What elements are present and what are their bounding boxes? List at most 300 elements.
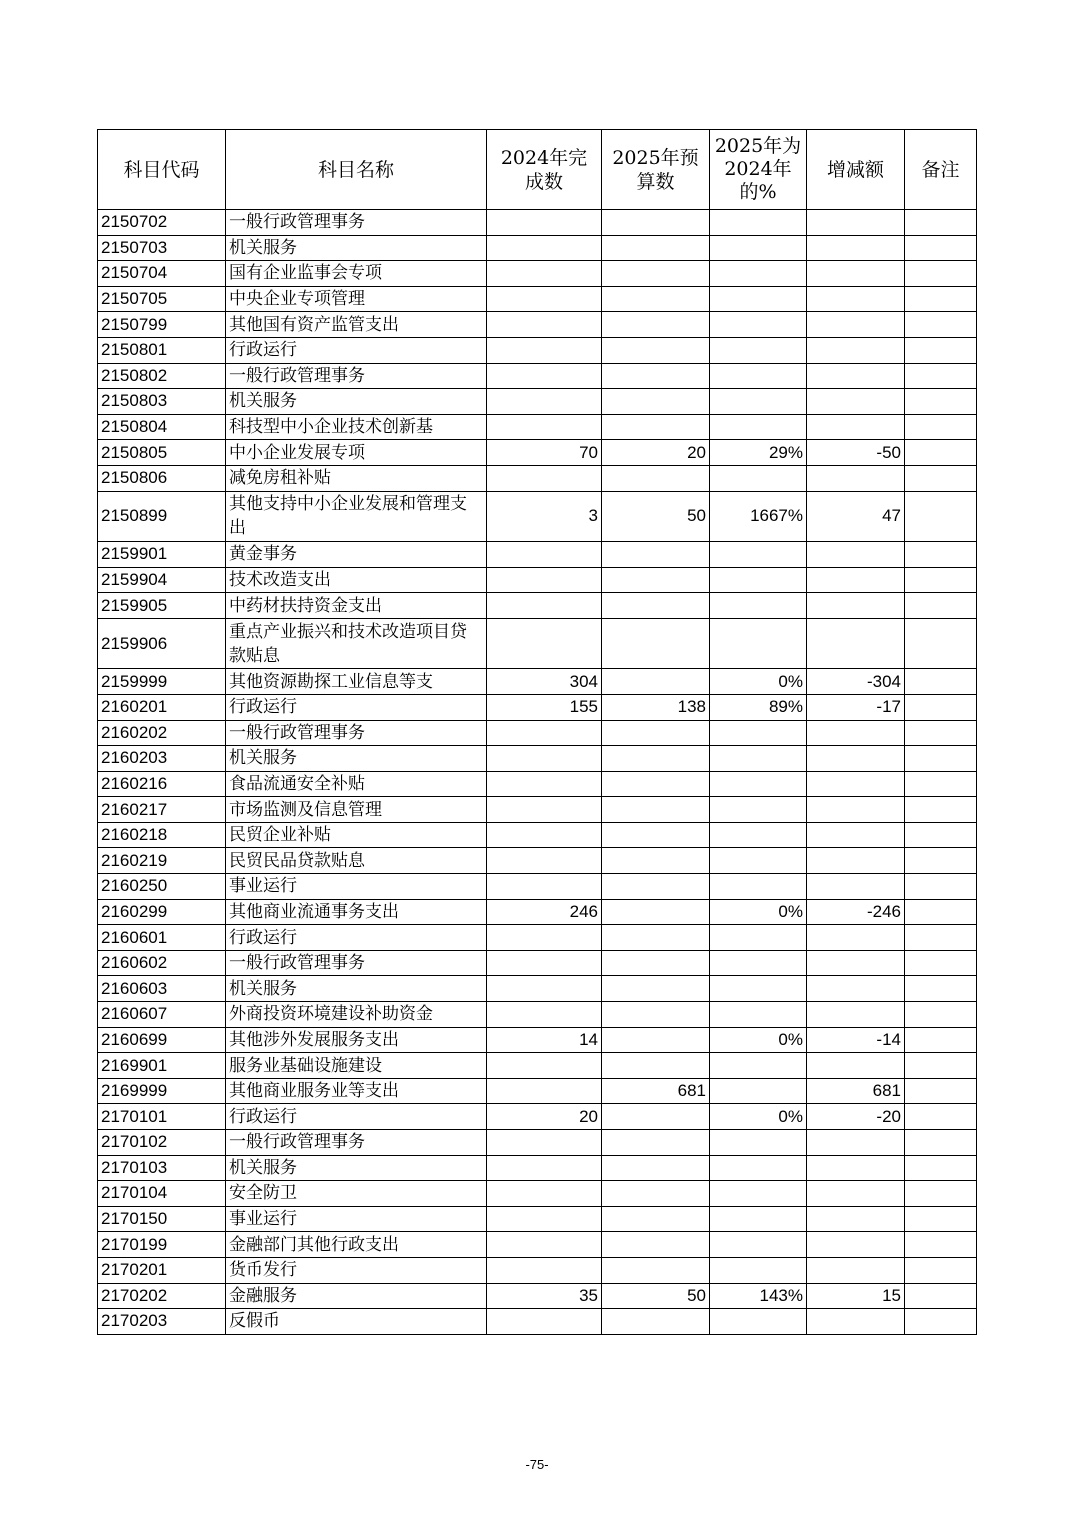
table-row xyxy=(98,925,977,951)
cell-name: 食品流通安全补贴 xyxy=(226,771,487,797)
cell-ratio xyxy=(710,1155,807,1181)
cell-completed-2024 xyxy=(487,1053,602,1079)
cell-completed-2024 xyxy=(487,567,602,593)
header-change: 增减额 xyxy=(807,130,905,210)
cell-code: 2160201 xyxy=(98,694,226,720)
cell-name: 一般行政管理事务 xyxy=(226,1130,487,1156)
cell-ratio xyxy=(710,720,807,746)
header-budget-2025: 2025年预算数 xyxy=(602,130,710,210)
cell-name: 一般行政管理事务 xyxy=(226,363,487,389)
table-row xyxy=(98,1309,977,1335)
cell-remark xyxy=(905,669,977,695)
cell-code: 2170203 xyxy=(98,1309,226,1335)
cell-code: 2160219 xyxy=(98,848,226,874)
cell-name: 机关服务 xyxy=(226,746,487,772)
table-row xyxy=(98,1206,977,1232)
cell-ratio: 1667% xyxy=(710,491,807,542)
cell-remark xyxy=(905,593,977,619)
budget-table xyxy=(97,129,977,1335)
cell-remark xyxy=(905,822,977,848)
cell-name: 外商投资环境建设补助资金 xyxy=(226,1002,487,1028)
cell-code: 2150899 xyxy=(98,491,226,542)
cell-budget-2025 xyxy=(602,1232,710,1258)
cell-budget-2025 xyxy=(602,567,710,593)
cell-remark xyxy=(905,363,977,389)
table-row xyxy=(98,618,977,669)
cell-change xyxy=(807,542,905,568)
cell-name: 中央企业专项管理 xyxy=(226,286,487,312)
cell-name: 市场监测及信息管理 xyxy=(226,797,487,823)
cell-ratio xyxy=(710,337,807,363)
cell-name: 服务业基础设施建设 xyxy=(226,1053,487,1079)
cell-completed-2024 xyxy=(487,363,602,389)
cell-ratio: 89% xyxy=(710,694,807,720)
cell-completed-2024 xyxy=(487,1078,602,1104)
cell-name: 民贸企业补贴 xyxy=(226,822,487,848)
cell-remark xyxy=(905,491,977,542)
cell-remark xyxy=(905,235,977,261)
cell-budget-2025 xyxy=(602,669,710,695)
cell-ratio xyxy=(710,542,807,568)
cell-code: 2160202 xyxy=(98,720,226,746)
cell-change xyxy=(807,1257,905,1283)
cell-completed-2024 xyxy=(487,1206,602,1232)
cell-ratio xyxy=(710,210,807,236)
cell-budget-2025 xyxy=(602,822,710,848)
cell-budget-2025 xyxy=(602,618,710,669)
cell-completed-2024 xyxy=(487,1181,602,1207)
cell-remark xyxy=(905,720,977,746)
cell-ratio xyxy=(710,1309,807,1335)
cell-ratio xyxy=(710,389,807,415)
cell-completed-2024: 35 xyxy=(487,1283,602,1309)
cell-completed-2024: 20 xyxy=(487,1104,602,1130)
cell-code: 2170102 xyxy=(98,1130,226,1156)
table-row xyxy=(98,694,977,720)
cell-remark xyxy=(905,1078,977,1104)
cell-ratio xyxy=(710,235,807,261)
cell-code: 2160699 xyxy=(98,1027,226,1053)
table-row xyxy=(98,1053,977,1079)
table-body xyxy=(98,210,977,1335)
cell-completed-2024 xyxy=(487,210,602,236)
header-code: 科目代码 xyxy=(98,130,226,210)
cell-completed-2024 xyxy=(487,389,602,415)
table-row xyxy=(98,874,977,900)
cell-ratio xyxy=(710,874,807,900)
cell-change xyxy=(807,1130,905,1156)
cell-budget-2025 xyxy=(602,1053,710,1079)
cell-completed-2024 xyxy=(487,286,602,312)
cell-change xyxy=(807,848,905,874)
cell-name: 机关服务 xyxy=(226,1155,487,1181)
cell-code: 2150803 xyxy=(98,389,226,415)
cell-code: 2150705 xyxy=(98,286,226,312)
cell-budget-2025 xyxy=(602,1002,710,1028)
cell-change xyxy=(807,874,905,900)
cell-remark xyxy=(905,440,977,466)
header-name: 科目名称 xyxy=(226,130,487,210)
cell-code: 2170199 xyxy=(98,1232,226,1258)
cell-budget-2025 xyxy=(602,899,710,925)
cell-change: 681 xyxy=(807,1078,905,1104)
table-row xyxy=(98,976,977,1002)
table-row xyxy=(98,261,977,287)
cell-remark xyxy=(905,1104,977,1130)
cell-remark xyxy=(905,925,977,951)
cell-completed-2024 xyxy=(487,414,602,440)
cell-name: 黄金事务 xyxy=(226,542,487,568)
cell-budget-2025 xyxy=(602,1309,710,1335)
cell-ratio xyxy=(710,363,807,389)
cell-code: 2170103 xyxy=(98,1155,226,1181)
cell-completed-2024: 70 xyxy=(487,440,602,466)
table-row xyxy=(98,899,977,925)
cell-completed-2024 xyxy=(487,848,602,874)
cell-remark xyxy=(905,797,977,823)
table-row xyxy=(98,771,977,797)
cell-ratio xyxy=(710,593,807,619)
cell-ratio xyxy=(710,1130,807,1156)
cell-remark xyxy=(905,1155,977,1181)
cell-ratio xyxy=(710,414,807,440)
cell-change xyxy=(807,593,905,619)
cell-remark xyxy=(905,542,977,568)
cell-budget-2025 xyxy=(602,542,710,568)
cell-name: 一般行政管理事务 xyxy=(226,210,487,236)
cell-remark xyxy=(905,1027,977,1053)
cell-completed-2024 xyxy=(487,593,602,619)
cell-code: 2159999 xyxy=(98,669,226,695)
cell-completed-2024: 155 xyxy=(487,694,602,720)
table-row xyxy=(98,669,977,695)
cell-remark xyxy=(905,771,977,797)
cell-remark xyxy=(905,1206,977,1232)
cell-ratio xyxy=(710,618,807,669)
cell-name: 技术改造支出 xyxy=(226,567,487,593)
cell-name: 机关服务 xyxy=(226,389,487,415)
cell-remark xyxy=(905,465,977,491)
cell-change xyxy=(807,389,905,415)
cell-completed-2024 xyxy=(487,746,602,772)
cell-budget-2025: 138 xyxy=(602,694,710,720)
table-row xyxy=(98,1257,977,1283)
cell-code: 2160602 xyxy=(98,950,226,976)
cell-code: 2150703 xyxy=(98,235,226,261)
cell-budget-2025 xyxy=(602,1155,710,1181)
cell-name: 民贸民品贷款贴息 xyxy=(226,848,487,874)
cell-name: 行政运行 xyxy=(226,925,487,951)
table-row xyxy=(98,440,977,466)
cell-completed-2024 xyxy=(487,720,602,746)
cell-code: 2159901 xyxy=(98,542,226,568)
cell-code: 2170201 xyxy=(98,1257,226,1283)
cell-code: 2159904 xyxy=(98,567,226,593)
cell-change xyxy=(807,797,905,823)
cell-remark xyxy=(905,1232,977,1258)
cell-budget-2025 xyxy=(602,976,710,1002)
cell-budget-2025 xyxy=(602,210,710,236)
cell-change xyxy=(807,1053,905,1079)
cell-name: 反假币 xyxy=(226,1309,487,1335)
cell-name: 其他商业流通事务支出 xyxy=(226,899,487,925)
cell-code: 2160607 xyxy=(98,1002,226,1028)
cell-budget-2025: 50 xyxy=(602,1283,710,1309)
cell-remark xyxy=(905,1257,977,1283)
cell-remark xyxy=(905,899,977,925)
cell-completed-2024 xyxy=(487,797,602,823)
cell-code: 2160217 xyxy=(98,797,226,823)
cell-budget-2025 xyxy=(602,337,710,363)
cell-name: 一般行政管理事务 xyxy=(226,720,487,746)
cell-completed-2024 xyxy=(487,976,602,1002)
cell-completed-2024 xyxy=(487,771,602,797)
cell-change xyxy=(807,363,905,389)
cell-change xyxy=(807,1206,905,1232)
cell-remark xyxy=(905,1283,977,1309)
table-row xyxy=(98,797,977,823)
cell-ratio xyxy=(710,925,807,951)
cell-code: 2170202 xyxy=(98,1283,226,1309)
cell-budget-2025: 50 xyxy=(602,491,710,542)
cell-remark xyxy=(905,874,977,900)
cell-change xyxy=(807,925,905,951)
cell-budget-2025 xyxy=(602,874,710,900)
cell-completed-2024: 14 xyxy=(487,1027,602,1053)
cell-ratio: 0% xyxy=(710,669,807,695)
cell-ratio: 0% xyxy=(710,899,807,925)
cell-code: 2159905 xyxy=(98,593,226,619)
cell-budget-2025 xyxy=(602,312,710,338)
cell-remark xyxy=(905,567,977,593)
cell-change xyxy=(807,1309,905,1335)
cell-completed-2024 xyxy=(487,874,602,900)
table-row xyxy=(98,746,977,772)
cell-name: 机关服务 xyxy=(226,235,487,261)
table-row xyxy=(98,210,977,236)
cell-code: 2160299 xyxy=(98,899,226,925)
cell-name: 事业运行 xyxy=(226,874,487,900)
cell-completed-2024 xyxy=(487,261,602,287)
cell-remark xyxy=(905,618,977,669)
cell-budget-2025 xyxy=(602,771,710,797)
cell-change xyxy=(807,1155,905,1181)
cell-code: 2159906 xyxy=(98,618,226,669)
cell-change xyxy=(807,337,905,363)
cell-completed-2024 xyxy=(487,337,602,363)
table-row xyxy=(98,950,977,976)
cell-code: 2170150 xyxy=(98,1206,226,1232)
cell-change xyxy=(807,771,905,797)
table-row xyxy=(98,337,977,363)
table-row xyxy=(98,542,977,568)
cell-name: 货币发行 xyxy=(226,1257,487,1283)
cell-remark xyxy=(905,694,977,720)
cell-change xyxy=(807,567,905,593)
cell-remark xyxy=(905,1181,977,1207)
table-row xyxy=(98,414,977,440)
cell-name: 行政运行 xyxy=(226,1104,487,1130)
cell-budget-2025 xyxy=(602,286,710,312)
cell-name: 国有企业监事会专项 xyxy=(226,261,487,287)
cell-name: 金融部门其他行政支出 xyxy=(226,1232,487,1258)
cell-budget-2025 xyxy=(602,363,710,389)
table-row xyxy=(98,1232,977,1258)
cell-code: 2170104 xyxy=(98,1181,226,1207)
cell-code: 2160203 xyxy=(98,746,226,772)
table-row xyxy=(98,593,977,619)
cell-remark xyxy=(905,1002,977,1028)
cell-name: 行政运行 xyxy=(226,337,487,363)
cell-change xyxy=(807,720,905,746)
cell-change xyxy=(807,235,905,261)
cell-change: -14 xyxy=(807,1027,905,1053)
cell-change: -50 xyxy=(807,440,905,466)
cell-remark xyxy=(905,1309,977,1335)
cell-ratio xyxy=(710,465,807,491)
cell-change: 15 xyxy=(807,1283,905,1309)
cell-ratio xyxy=(710,771,807,797)
cell-code: 2150702 xyxy=(98,210,226,236)
cell-code: 2150805 xyxy=(98,440,226,466)
cell-change: -20 xyxy=(807,1104,905,1130)
cell-change: -246 xyxy=(807,899,905,925)
cell-completed-2024 xyxy=(487,542,602,568)
cell-ratio xyxy=(710,567,807,593)
cell-budget-2025 xyxy=(602,1257,710,1283)
cell-remark xyxy=(905,950,977,976)
cell-budget-2025 xyxy=(602,1130,710,1156)
cell-change xyxy=(807,1181,905,1207)
header-ratio: 2025年为2024年的% xyxy=(710,130,807,210)
cell-completed-2024 xyxy=(487,950,602,976)
cell-name: 中小企业发展专项 xyxy=(226,440,487,466)
cell-remark xyxy=(905,286,977,312)
table-row xyxy=(98,389,977,415)
cell-budget-2025 xyxy=(602,720,710,746)
cell-change xyxy=(807,286,905,312)
cell-change xyxy=(807,1002,905,1028)
cell-ratio: 143% xyxy=(710,1283,807,1309)
cell-ratio xyxy=(710,1206,807,1232)
cell-remark xyxy=(905,1053,977,1079)
cell-remark xyxy=(905,976,977,1002)
cell-budget-2025 xyxy=(602,746,710,772)
cell-budget-2025: 681 xyxy=(602,1078,710,1104)
cell-remark xyxy=(905,312,977,338)
cell-budget-2025 xyxy=(602,1206,710,1232)
table-row xyxy=(98,848,977,874)
cell-name: 其他涉外发展服务支出 xyxy=(226,1027,487,1053)
cell-completed-2024 xyxy=(487,465,602,491)
cell-ratio xyxy=(710,312,807,338)
cell-name: 行政运行 xyxy=(226,694,487,720)
cell-completed-2024 xyxy=(487,235,602,261)
cell-name: 重点产业振兴和技术改造项目贷款贴息 xyxy=(226,618,487,669)
cell-remark xyxy=(905,746,977,772)
cell-completed-2024 xyxy=(487,618,602,669)
cell-ratio xyxy=(710,797,807,823)
cell-name: 其他资源勘探工业信息等支 xyxy=(226,669,487,695)
cell-code: 2150799 xyxy=(98,312,226,338)
table-row xyxy=(98,567,977,593)
cell-completed-2024 xyxy=(487,925,602,951)
cell-remark xyxy=(905,337,977,363)
cell-budget-2025 xyxy=(602,593,710,619)
cell-completed-2024 xyxy=(487,822,602,848)
cell-change xyxy=(807,746,905,772)
cell-name: 金融服务 xyxy=(226,1283,487,1309)
cell-budget-2025 xyxy=(602,261,710,287)
cell-completed-2024 xyxy=(487,1130,602,1156)
cell-name: 科技型中小企业技术创新基 xyxy=(226,414,487,440)
cell-code: 2169901 xyxy=(98,1053,226,1079)
cell-budget-2025 xyxy=(602,1181,710,1207)
cell-code: 2150801 xyxy=(98,337,226,363)
cell-change xyxy=(807,950,905,976)
table-row xyxy=(98,1027,977,1053)
cell-ratio: 0% xyxy=(710,1104,807,1130)
cell-budget-2025 xyxy=(602,1027,710,1053)
cell-code: 2150804 xyxy=(98,414,226,440)
cell-completed-2024 xyxy=(487,1257,602,1283)
cell-budget-2025 xyxy=(602,1104,710,1130)
header-remark: 备注 xyxy=(905,130,977,210)
cell-ratio xyxy=(710,848,807,874)
cell-change: -17 xyxy=(807,694,905,720)
cell-completed-2024: 3 xyxy=(487,491,602,542)
cell-ratio xyxy=(710,1257,807,1283)
cell-change xyxy=(807,976,905,1002)
cell-remark xyxy=(905,1130,977,1156)
cell-budget-2025 xyxy=(602,465,710,491)
table-row xyxy=(98,465,977,491)
cell-remark xyxy=(905,848,977,874)
cell-code: 2160218 xyxy=(98,822,226,848)
cell-name: 其他国有资产监管支出 xyxy=(226,312,487,338)
cell-change xyxy=(807,261,905,287)
cell-code: 2170101 xyxy=(98,1104,226,1130)
cell-name: 其他支持中小企业发展和管理支出 xyxy=(226,491,487,542)
cell-code: 2160250 xyxy=(98,874,226,900)
cell-change: -304 xyxy=(807,669,905,695)
table-row xyxy=(98,1078,977,1104)
table-row xyxy=(98,822,977,848)
cell-ratio xyxy=(710,976,807,1002)
cell-ratio xyxy=(710,950,807,976)
table-row xyxy=(98,1155,977,1181)
cell-ratio xyxy=(710,286,807,312)
table-row xyxy=(98,286,977,312)
cell-name: 中药材扶持资金支出 xyxy=(226,593,487,619)
cell-ratio xyxy=(710,261,807,287)
cell-code: 2150802 xyxy=(98,363,226,389)
page-number: -75- xyxy=(525,1457,549,1472)
cell-completed-2024 xyxy=(487,312,602,338)
cell-code: 2160603 xyxy=(98,976,226,1002)
cell-completed-2024 xyxy=(487,1155,602,1181)
cell-completed-2024: 246 xyxy=(487,899,602,925)
cell-ratio: 29% xyxy=(710,440,807,466)
table-row xyxy=(98,1002,977,1028)
table-row xyxy=(98,312,977,338)
table-row xyxy=(98,363,977,389)
table-row xyxy=(98,1283,977,1309)
cell-name: 一般行政管理事务 xyxy=(226,950,487,976)
cell-completed-2024 xyxy=(487,1232,602,1258)
cell-name: 安全防卫 xyxy=(226,1181,487,1207)
cell-budget-2025 xyxy=(602,414,710,440)
